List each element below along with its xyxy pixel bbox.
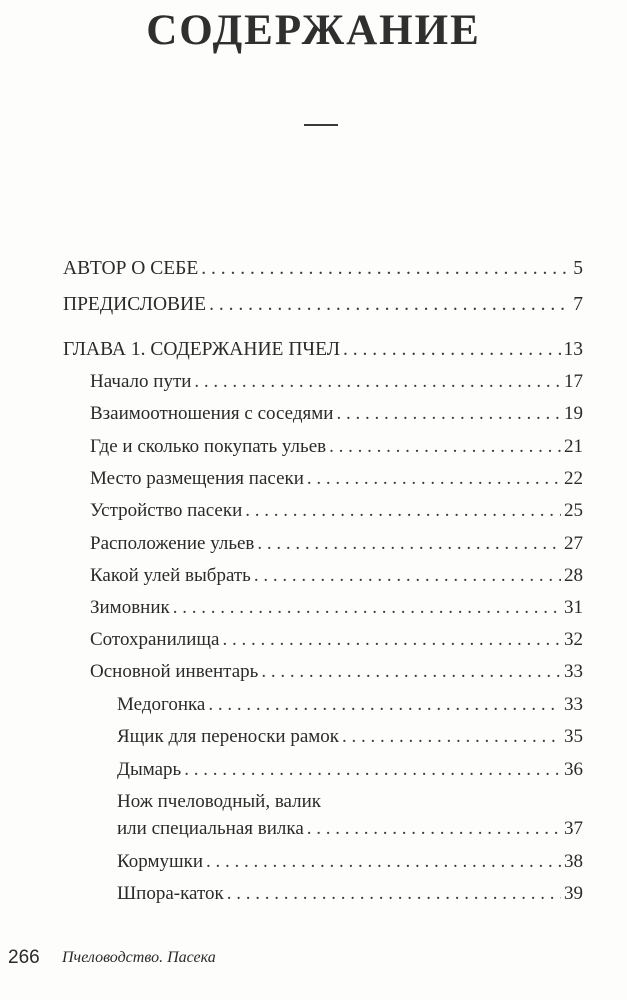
toc-entry-page: 19 xyxy=(564,403,583,424)
toc-entry-page: 17 xyxy=(564,371,583,392)
toc-entry[interactable] xyxy=(90,370,583,394)
leader-dots xyxy=(184,758,561,782)
toc-entry[interactable] xyxy=(90,499,583,523)
toc-entry[interactable] xyxy=(90,467,583,491)
leader-dots xyxy=(336,402,561,426)
toc-entry[interactable] xyxy=(90,532,583,556)
toc-entry-page: 31 xyxy=(564,597,583,618)
toc-entry-page: 7 xyxy=(573,294,583,315)
toc-entry[interactable] xyxy=(117,817,583,841)
toc-entry-label: Взаимоотношения с соседями xyxy=(90,403,334,424)
leader-dots xyxy=(342,725,561,749)
toc-entry-page: 36 xyxy=(564,759,583,780)
toc-entry-page: 27 xyxy=(564,533,583,554)
toc-entry[interactable] xyxy=(90,628,583,652)
leader-dots xyxy=(194,370,561,394)
toc-entry-page: 28 xyxy=(564,565,583,586)
toc-entry-page: 25 xyxy=(564,500,583,521)
leader-dots xyxy=(227,882,561,906)
toc-entry-label: Шпора-каток xyxy=(117,883,224,904)
leader-dots xyxy=(343,338,561,362)
toc-entry-label: ГЛАВА 1. СОДЕРЖАНИЕ ПЧЕЛ xyxy=(63,339,340,360)
page-title: СОДЕРЖАНИЕ xyxy=(146,7,481,54)
toc-entry[interactable] xyxy=(117,725,583,749)
toc-entry-label: или специальная вилка xyxy=(117,818,304,839)
toc-entry-page: 13 xyxy=(563,339,583,360)
toc-entry-label: Сотохранилища xyxy=(90,629,220,650)
toc-entry[interactable] xyxy=(117,850,583,874)
toc-entry-label: Основной инвентарь xyxy=(90,661,259,682)
toc-entry-page: 37 xyxy=(564,818,583,839)
toc-entry-label: Дымарь xyxy=(117,759,182,780)
toc-entry-page: 32 xyxy=(564,629,583,650)
toc-entry-label: Где и сколько покупать ульев xyxy=(90,436,327,457)
toc-entry[interactable] xyxy=(63,257,583,281)
leader-dots xyxy=(173,596,561,620)
toc-entry[interactable] xyxy=(90,435,583,459)
toc-entry-page: 5 xyxy=(573,258,583,279)
toc-entry-page: 33 xyxy=(564,694,583,715)
toc-entry-label: Расположение ульев xyxy=(90,533,255,554)
toc-entry-label: Устройство пасеки xyxy=(90,500,243,521)
toc-entry[interactable] xyxy=(90,402,583,426)
toc-entry-label: АВТОР О СЕБЕ xyxy=(63,258,199,279)
leader-dots xyxy=(307,467,561,491)
toc-entry-page: 39 xyxy=(564,883,583,904)
leader-dots xyxy=(208,693,561,717)
leader-dots xyxy=(261,660,561,684)
footer-page-number: 266 xyxy=(8,947,40,968)
toc-entry[interactable] xyxy=(117,693,583,717)
toc-entry[interactable] xyxy=(90,660,583,684)
leader-dots xyxy=(254,564,561,588)
toc-entry[interactable] xyxy=(90,596,583,620)
toc-entry-page: 33 xyxy=(564,661,583,682)
leader-dots xyxy=(222,628,561,652)
toc-entry-label: Зимовник xyxy=(90,597,170,618)
toc-entry[interactable] xyxy=(63,293,583,317)
leader-dots xyxy=(307,817,561,841)
leader-dots xyxy=(201,257,570,281)
toc-entry[interactable] xyxy=(117,758,583,782)
leader-dots xyxy=(209,293,570,317)
toc-entry-label: Начало пути xyxy=(90,371,192,392)
toc-entry-label: Место размещения пасеки xyxy=(90,468,304,489)
footer-book-title: Пчеловодство. Пасека xyxy=(62,949,216,966)
leader-dots xyxy=(329,435,561,459)
toc-entry[interactable] xyxy=(63,338,583,362)
toc-entry-label: ПРЕДИСЛОВИЕ xyxy=(63,294,207,315)
toc-entry-page: 38 xyxy=(564,851,583,872)
toc-entry-page: 35 xyxy=(564,726,583,747)
leader-dots xyxy=(245,499,561,523)
toc-entry-page: 21 xyxy=(564,436,583,457)
toc-entry-page: 22 xyxy=(564,468,583,489)
toc-entry-label: Ящик для переноски рамок xyxy=(117,726,340,747)
toc-entry-label: Медогонка xyxy=(117,694,206,715)
toc-entry[interactable] xyxy=(117,882,583,906)
toc-entry-label: Какой улей выбрать xyxy=(90,565,251,586)
toc-entry-label: Кормушки xyxy=(117,851,203,872)
leader-dots xyxy=(257,532,561,556)
toc-entry-label-line1: Нож пчеловодный, валик xyxy=(117,791,322,812)
toc-entry[interactable] xyxy=(90,564,583,588)
leader-dots xyxy=(206,850,561,874)
